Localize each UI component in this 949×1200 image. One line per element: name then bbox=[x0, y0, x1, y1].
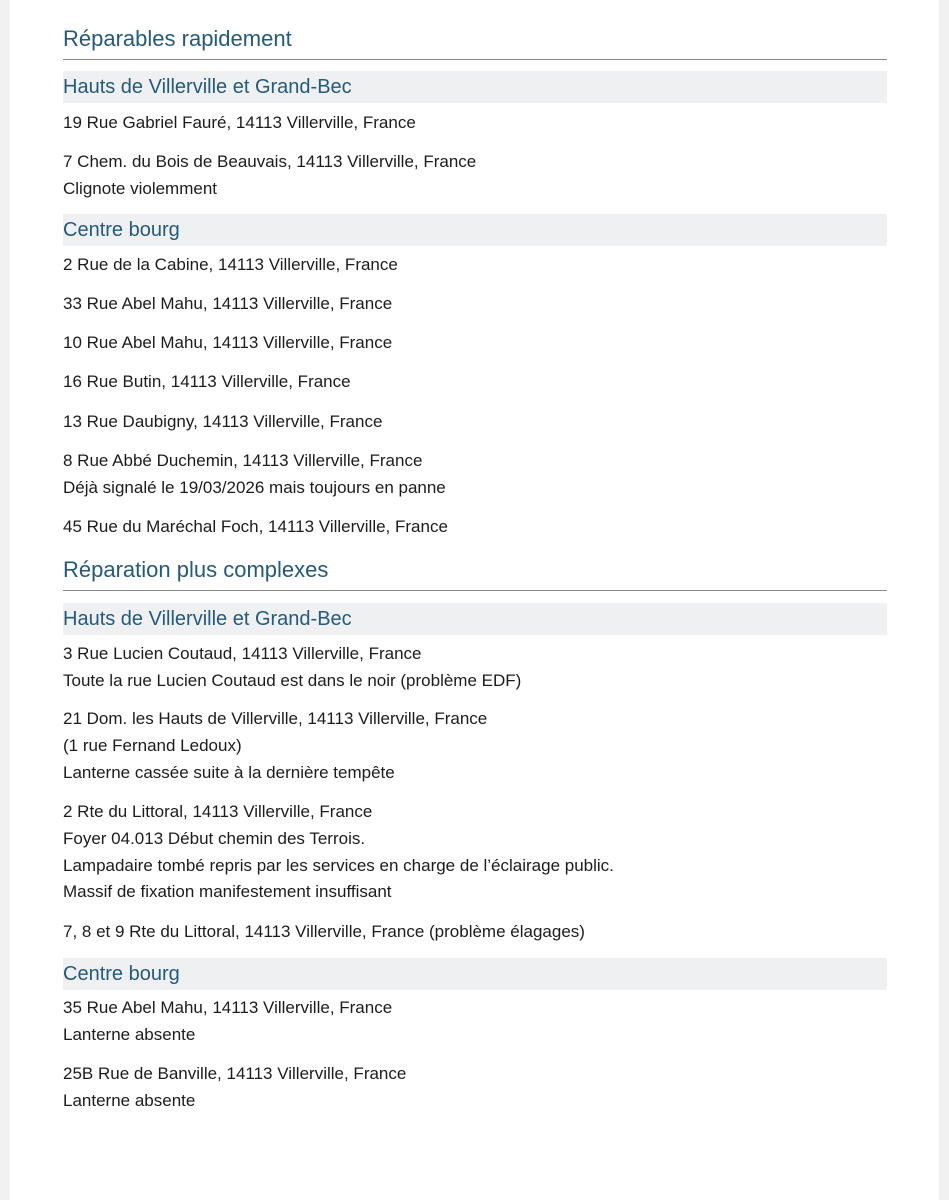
note-line: Massif de fixation manifestement insuffisant bbox=[63, 882, 392, 901]
address-line: 3 Rue Lucien Coutaud, 14113 Villerville, France bbox=[63, 644, 422, 663]
group-title: Hauts de Villerville et Grand-Bec bbox=[63, 608, 352, 630]
note-line: Lanterne cassée suite à la dernière tempête bbox=[63, 763, 395, 782]
note-line: Foyer 04.013 Début chemin des Terrois. bbox=[63, 829, 366, 848]
address-line: 19 Rue Gabriel Fauré, 14113 Villerville, France bbox=[63, 113, 416, 132]
note-line: Lanterne absente bbox=[63, 1025, 196, 1044]
address-line: 2 Rte du Littoral, 14113 Villerville, France bbox=[63, 802, 373, 821]
address-line: 7 Chem. du Bois de Beauvais, 14113 Villerville, France bbox=[63, 152, 477, 171]
address-line: 35 Rue Abel Mahu, 14113 Villerville, France bbox=[63, 998, 393, 1017]
group-title: Centre bourg bbox=[63, 219, 180, 241]
note-line: Lampadaire tombé repris par les services en charge de l’éclairage public. bbox=[63, 856, 614, 875]
group-title: Centre bourg bbox=[63, 963, 180, 985]
group-header bbox=[63, 603, 887, 635]
section-title-complex-repair: Réparation plus complexes bbox=[63, 557, 329, 582]
address-line: 8 Rue Abbé Duchemin, 14113 Villerville, France bbox=[63, 451, 423, 470]
note-line: Lanterne absente bbox=[63, 1091, 196, 1110]
section-title-quick-repair: Réparables rapidement bbox=[63, 26, 292, 51]
note-line: Déjà signalé le 19/03/2026 mais toujours en panne bbox=[63, 478, 446, 497]
note-line: Clignote violemment bbox=[63, 179, 218, 198]
address-line: 16 Rue Butin, 14113 Villerville, France bbox=[63, 372, 351, 391]
address-line: 13 Rue Daubigny, 14113 Villerville, France bbox=[63, 412, 383, 431]
address-line: 21 Dom. les Hauts de Villerville, 14113 Villerville, France bbox=[63, 709, 488, 728]
address-line: 45 Rue du Maréchal Foch, 14113 Villerville, France bbox=[63, 517, 448, 536]
address-line: 2 Rue de la Cabine, 14113 Villerville, France bbox=[63, 255, 398, 274]
section-divider bbox=[63, 590, 887, 591]
section-divider bbox=[63, 59, 887, 60]
document-page bbox=[10, 0, 939, 1200]
address-line: 10 Rue Abel Mahu, 14113 Villerville, France bbox=[63, 333, 393, 352]
note-line: Toute la rue Lucien Coutaud est dans le noir (problème EDF) bbox=[63, 671, 522, 690]
group-title: Hauts de Villerville et Grand-Bec bbox=[63, 76, 352, 98]
group-header bbox=[63, 958, 887, 990]
address-line: 33 Rue Abel Mahu, 14113 Villerville, France bbox=[63, 294, 393, 313]
address-line: 25B Rue de Banville, 14113 Villerville, France bbox=[63, 1064, 407, 1083]
group-header bbox=[63, 214, 887, 246]
address-line: 7, 8 et 9 Rte du Littoral, 14113 Villerville, France (problème élagages) bbox=[63, 922, 585, 941]
group-header bbox=[63, 71, 887, 103]
note-line: (1 rue Fernand Ledoux) bbox=[63, 736, 242, 755]
